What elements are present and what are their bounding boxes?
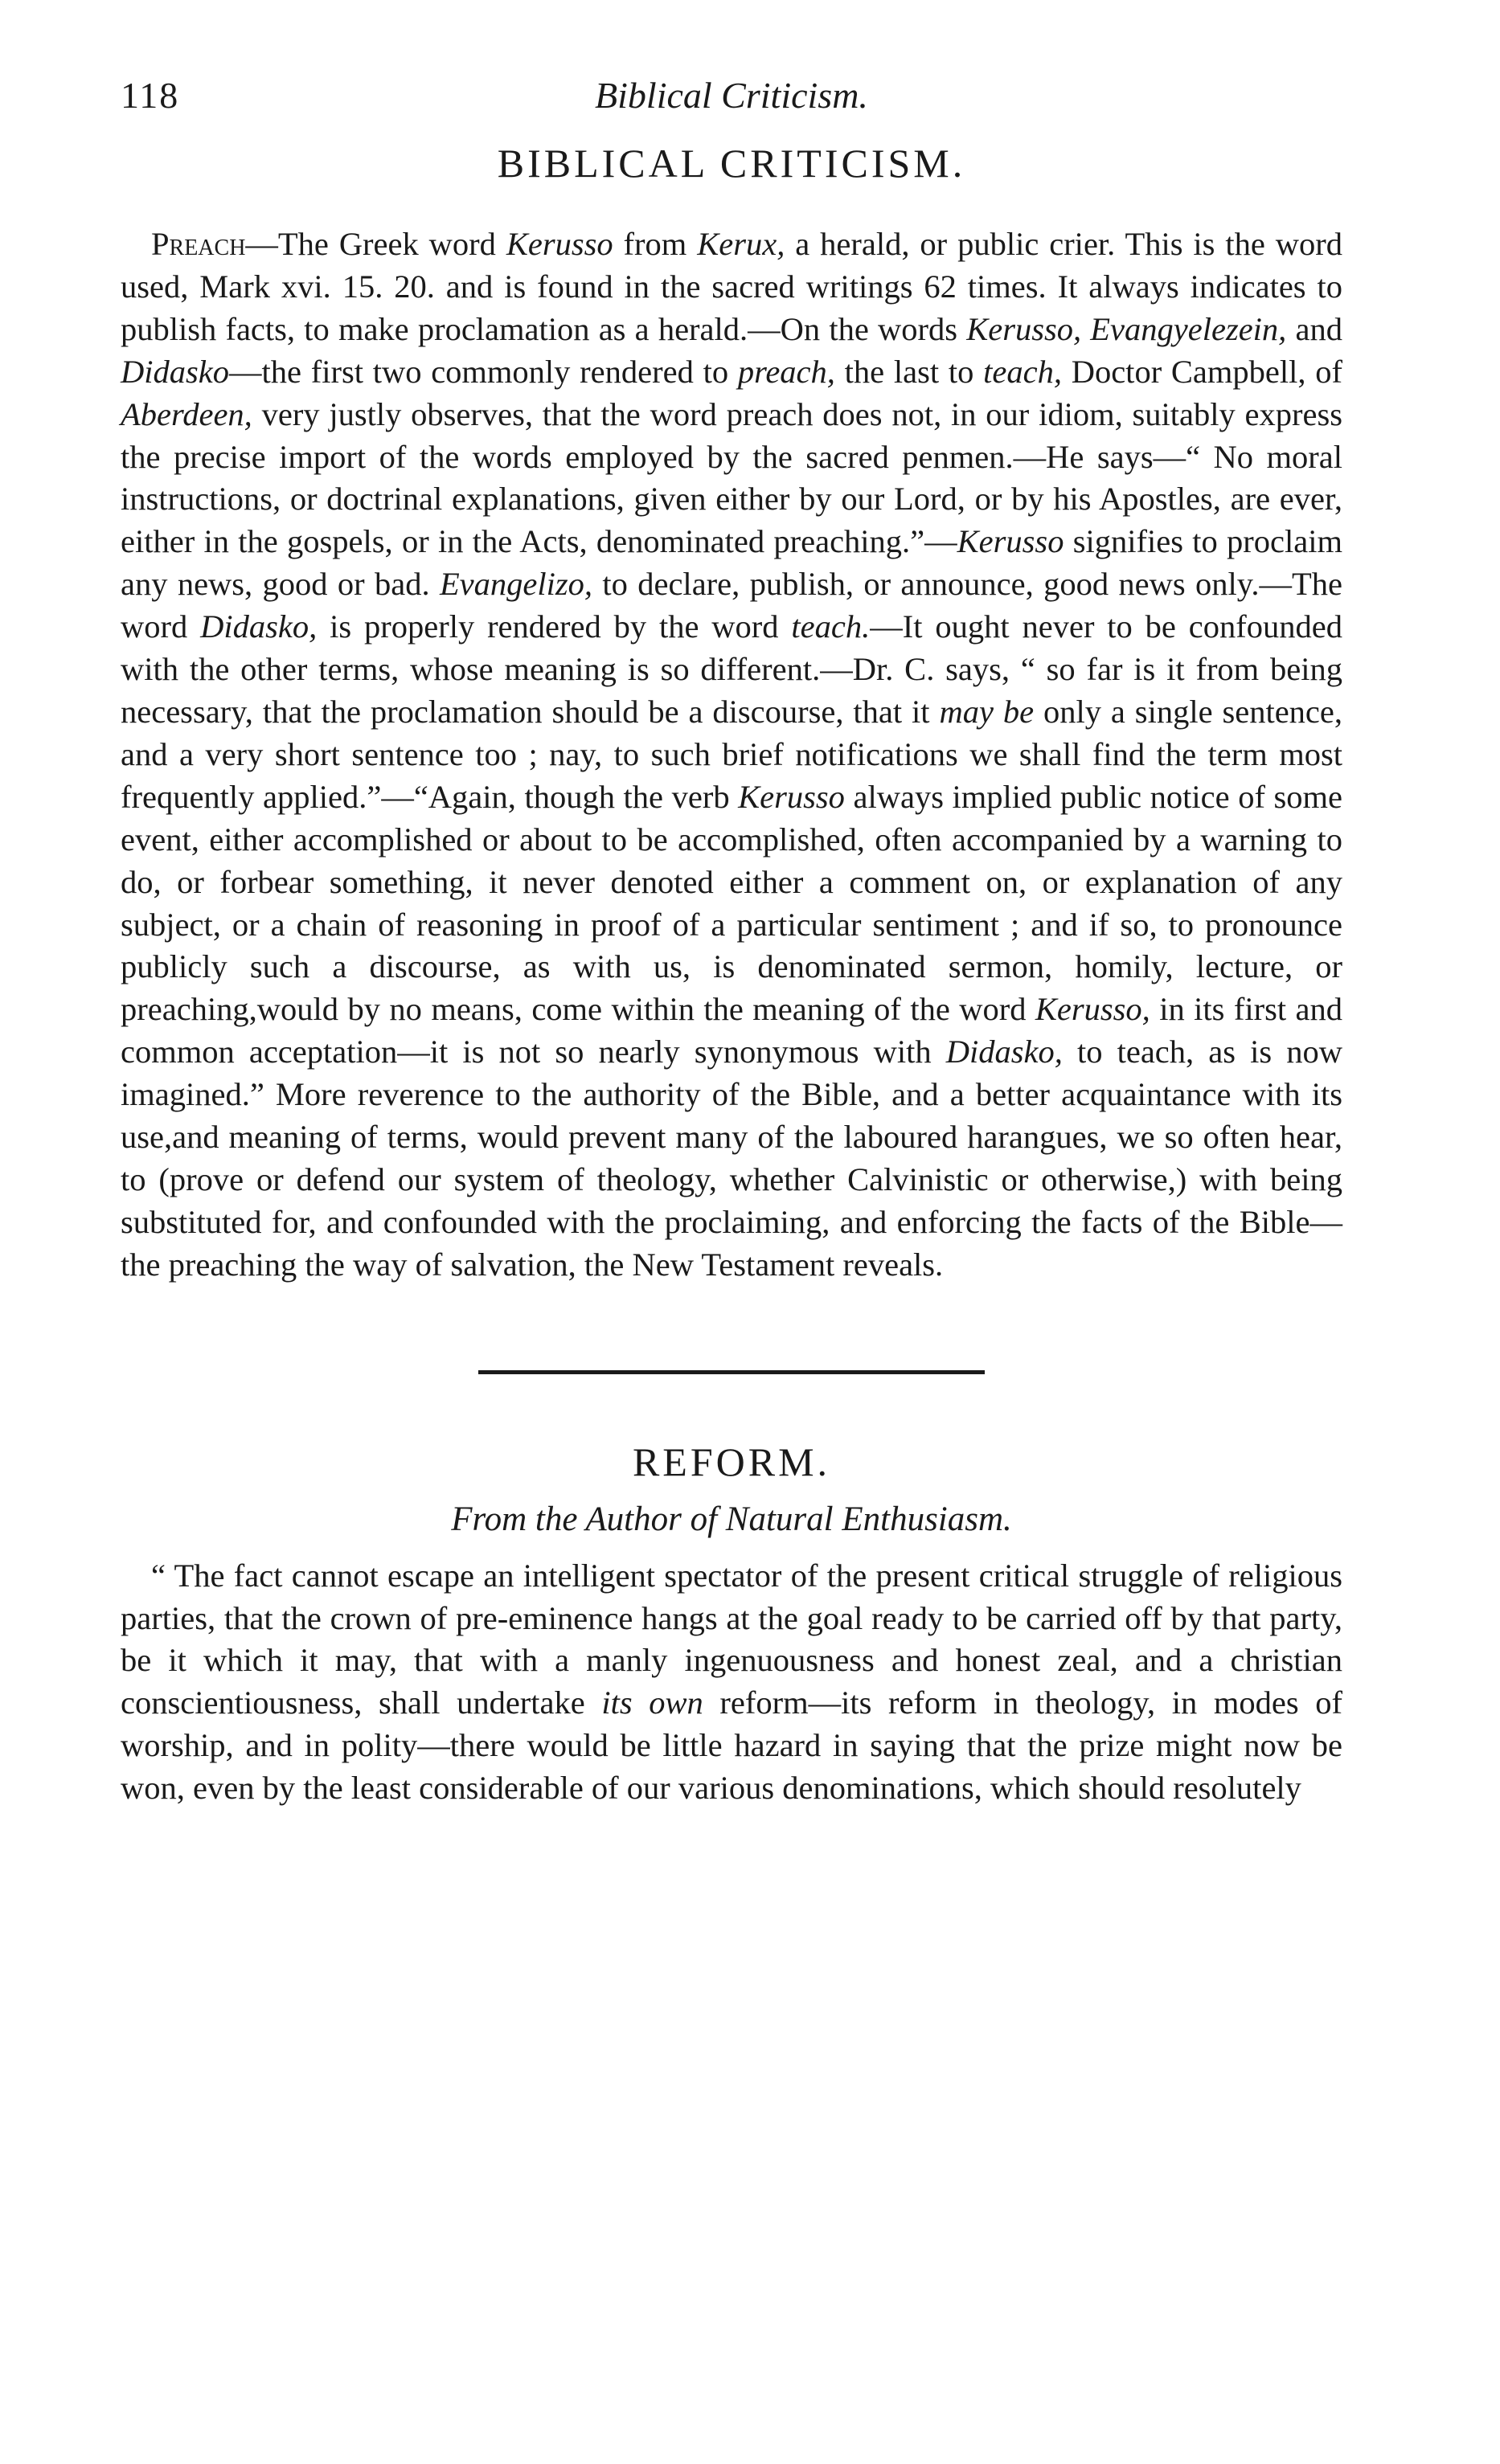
text-run: —the first two commonly rendered to: [229, 353, 738, 390]
text-run: and: [1286, 310, 1342, 347]
italic-term: Aberdeen,: [121, 395, 252, 432]
paragraph-preach: [121, 223, 1342, 1287]
text-run: to declare, publish, or announce, good news only.—The word: [121, 566, 1342, 645]
text-run: “ The fact cannot escape an intelligent spectator of the present critical struggle of religious parties, that the crown of pre-eminence hangs at the goal ready to be carried off by that party, be it which it may, that with a manly ingenuousness and honest zeal, and a christian conscientiousness, shall undertake: [121, 1557, 1342, 1721]
italic-term: Didasko,: [945, 1033, 1063, 1070]
text-run: —It ought never to be confounded with the other terms, whose meaning is so different.—Dr. C. says, “ so far is it from being necessary, that the proclamation should be a discourse, that it: [121, 608, 1342, 730]
text-run: very justly observes, that the word preach does not, in our idiom, suitably express the precise import of the words employed by the sacred penmen.—He says—“ No moral instructions, or doctrinal explanations, given either by our Lord, or by his Apostles, are ever, either in the gospels, or in the Acts, denominated preaching.”—: [121, 395, 1342, 560]
italic-term: Kerusso, Evangyelezein,: [966, 310, 1287, 347]
paragraph-reform: [121, 1555, 1342, 1810]
section-title-biblical-criticism: BIBLICAL CRITICISM.: [497, 141, 966, 186]
text-run: always implied public notice of some event, either accomplished or about to be accomplished, often accompanied by a warning to do, or forbear something, it never denoted either a comment on, or explanation of any subject, or a chain of reasoning in proof of a particular sentiment ; and if so, to pronounce publicly such a discourse, as with us, is denominated sermon, homily, lecture, or preaching,would by no means, come within the meaning of the word: [121, 778, 1342, 1028]
italic-term: Kerusso: [506, 226, 613, 262]
italic-term: teach.: [791, 608, 871, 645]
text-run: a herald, or public crier. This is the word used, Mark xvi. 15. 20. and is found in the sacred writings 62 times. It always indicates to publish facts, to make proclamation as a herald.—On the words: [121, 226, 1342, 347]
italic-term: Didasko,: [200, 608, 318, 645]
page: [121, 74, 1342, 1810]
italic-term: Kerusso,: [1035, 991, 1150, 1028]
italic-term: Didasko: [121, 353, 229, 390]
text-run: Doctor Campbell, of: [1061, 353, 1342, 390]
text-run: is properly rendered by the word: [317, 608, 792, 645]
italic-term: Kerux,: [697, 226, 785, 262]
running-head: [121, 74, 1342, 122]
italic-term: Kerusso: [957, 523, 1064, 560]
text-run: in its first and common acceptation—it is not so nearly synonymous with: [121, 991, 1342, 1070]
text-run: reform—its reform in theology, in modes of worship, and in polity—there would be little hazard in saying that the prize might now be won, even by the least considerable of our various denominations, which should resolutely: [121, 1684, 1342, 1807]
italic-term: may be: [939, 693, 1035, 730]
section-divider: [478, 1370, 985, 1374]
section-subtitle: From the Author of Natural Enthusiasm.: [451, 1500, 1012, 1538]
text-run: the last to: [834, 353, 984, 390]
text-run: —The Greek word: [245, 226, 506, 262]
italic-term: Evangelizo,: [439, 566, 593, 603]
text-run: only a single sentence, and a very short sentence too ; nay, to such brief notifications we shall find the term most frequently applied.”—“Again, though the verb: [121, 693, 1343, 815]
italic-term: its own: [601, 1684, 703, 1721]
text-run: to teach, as is now imagined.” More reverence to the authority of the Bible, and a better acquaintance with its use,and meaning of terms, would prevent many of the laboured harangues, we so often hear, to (prove or defend our system of theology, whether Calvinistic or otherwise,) with being substituted for, and confounded with the proclaiming, and enforcing the facts of the Bible—the preaching the way of salvation, the New Testament reveals.: [121, 1033, 1342, 1283]
section-title-reform: REFORM.: [632, 1439, 831, 1484]
text-run: from: [613, 226, 698, 262]
text-run: signifies to proclaim any news, good or bad.: [121, 523, 1342, 603]
italic-term: preach,: [737, 353, 835, 390]
page-number: 118: [121, 75, 180, 116]
running-title: Biblical Criticism.: [595, 75, 868, 116]
italic-term: Kerusso: [738, 778, 845, 815]
italic-term: teach,: [983, 353, 1062, 390]
lead-word: Preach: [151, 226, 246, 262]
